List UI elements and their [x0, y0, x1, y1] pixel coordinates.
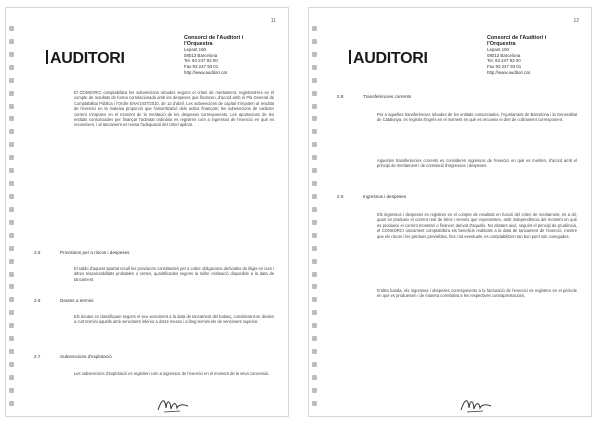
section-heading	[34, 298, 93, 303]
section-number: 2.5	[34, 250, 41, 255]
address-city: 08013 Barcelona	[184, 52, 218, 58]
section-heading	[337, 194, 406, 199]
signature-icon	[459, 396, 493, 414]
section-number: 2.8	[337, 94, 344, 99]
firm-name-line-1: Consorci de l'Auditori i	[487, 35, 547, 41]
section-number: 2.6	[34, 298, 41, 303]
page-number: 12	[573, 18, 579, 24]
document-page-right	[309, 8, 591, 416]
binder-holes	[9, 26, 15, 406]
section-number: 2.7	[34, 354, 41, 359]
logo-text: AUDITORI	[353, 50, 428, 67]
section-paragraph: Per a aquelles transferències rebudes de les entitats consorciades, l'Ajuntament de Barcelona i la Generalitat de Catalunya, es registra l'ingrés en el moment en què es reconeix el dret de cobrament corresponent.	[377, 112, 577, 123]
address-city: 08013 Barcelona	[487, 52, 521, 58]
address-street: Lepant 150	[184, 47, 206, 53]
section-title: Provisions per a riscos i despeses	[60, 250, 130, 255]
firm-name-line-2: l'Orquestra	[184, 40, 213, 47]
section-paragraph: El saldo d'aquest apartat recull les provisions constituïdes per a cobrir obligacions derivades de litigis en curs i altres responsabilitats probables o certes, quantificades segons la millor estimació disponible a la data de tancament.	[74, 266, 274, 282]
intro-paragraph: El CONSORCI comptabilitza les subvencions rebudes segons el criteri de meritament, registrant-les en el compte de resultats de forma correlacionada amb les despeses que financen, d'acord amb el Pla General de Comptabilitat Pública i l'Ordre EHA/1037/2010, de 13 d'abril. Les subvencions de capital s'imputen al resultat de l'exercici en la mateixa proporció que l'amortització dels actius finançats; les subvencions de caràcter corrent s'imputen en el moment de la meritació de les despeses corresponents. Les aportacions de les entitats consorciades per finançar l'activitat ordinària es registren com a ingressos de l'exercici en què es reconeixen, i al tancament es revisa l'adequació del criteri aplicat.	[74, 90, 274, 128]
address-phone: Tel. 93 247 93 00	[487, 58, 521, 64]
auditori-logo	[349, 50, 428, 68]
section-heading	[34, 354, 112, 359]
page-number: 11	[270, 18, 276, 24]
section-paragraph: Les subvencions d'explotació es registren com a ingressos de l'exercici en el moment de la seva concessió.	[74, 371, 270, 376]
section-title: Subvencions d'explotació	[60, 354, 112, 359]
address-fax: Fax 93 247 93 01	[487, 63, 522, 69]
section-heading	[337, 94, 411, 99]
section-paragraph: D'altra banda, els ingressos i despeses corresponents a la facturació de l'exercici es registren en el període en què es produeixen i de manera correlativa a les respectives contraprestacions.	[377, 288, 577, 299]
firm-address	[487, 36, 546, 75]
section-number: 2.9	[337, 194, 344, 199]
auditori-logo	[46, 50, 125, 68]
section-title: Deutes a termini	[60, 298, 94, 303]
section-title: Ingressos i despeses	[363, 194, 407, 199]
section-paragraph: Els deutes es classifiquen segons el seu venciment a la data de tancament del balanç, considerant-se deutes a curt termini aquells amb venciment inferior a dotze mesos i a llarg termini els de venciment superior.	[74, 314, 274, 325]
section-paragraph: Aquestes transferències corrents es consideren ingressos de l'exercici en què es meriten, d'acord amb el principi de meritament i de correlació d'ingressos i despeses.	[377, 158, 577, 169]
address-phone: Tel. 93 247 93 00	[184, 58, 218, 64]
firm-name-line-1: Consorci de l'Auditori i	[184, 35, 244, 41]
signature-icon	[156, 396, 190, 414]
section-title: Transferències corrents	[363, 94, 412, 99]
binder-holes	[312, 26, 318, 406]
firm-address	[184, 36, 243, 75]
section-paragraph: Els ingressos i despeses es registren en el compte de resultats en funció del criteri de meritament, és a dir, quan es produeix el corrent real de béns i serveis que representen, amb independència del moment en què es produeixi el corrent monetari o financer derivat d'aquells. No obstant això, seguint el principi de prudència, el CONSORCI únicament comptabilitza els beneficis realitzats a la data de tancament de l'exercici, mentre que els riscos i les pèrdues previsibles, fins i tot eventuals, es comptabilitzen tan bon punt són conegudes.	[377, 212, 577, 239]
logo-text: AUDITORI	[50, 50, 125, 67]
section-heading	[34, 250, 129, 255]
address-web: http://www.auditori.cat	[184, 69, 227, 75]
address-web: http://www.auditori.cat	[487, 69, 530, 75]
address-street: Lepant 150	[487, 47, 509, 53]
document-page-left	[6, 8, 288, 416]
address-fax: Fax 93 247 93 01	[184, 63, 219, 69]
firm-name-line-2: l'Orquestra	[487, 40, 516, 47]
